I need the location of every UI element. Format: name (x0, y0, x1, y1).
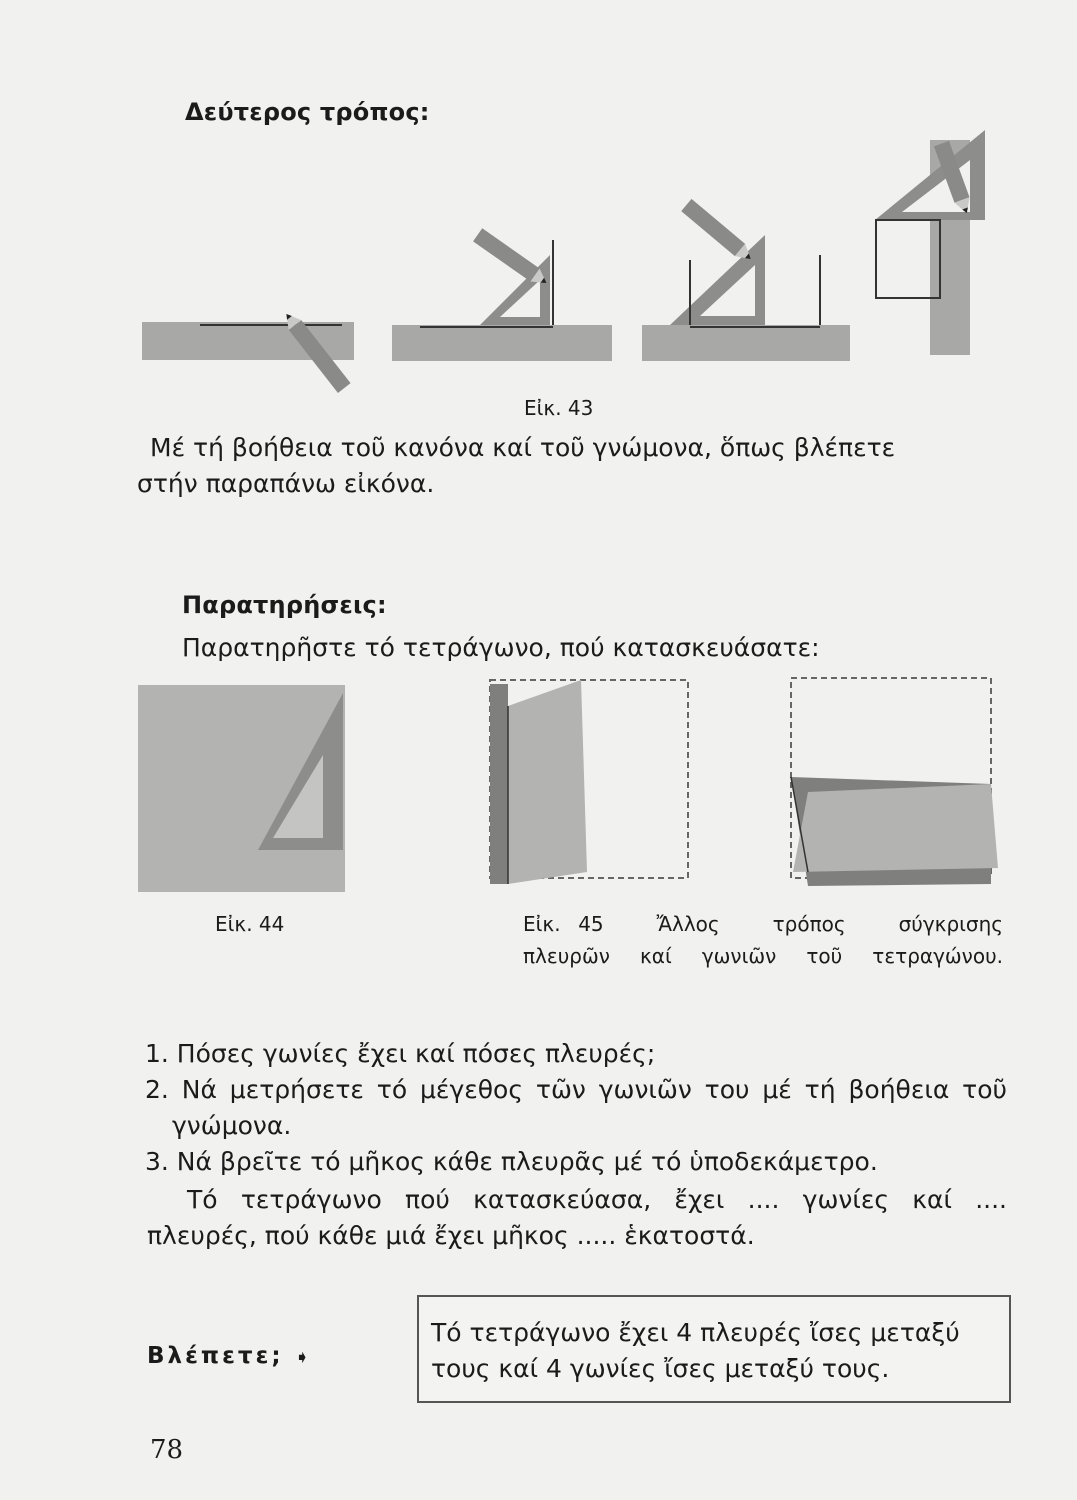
rule-box-line1: Τό τετράγωνο ἔχει 4 πλευρές ἴσες μεταξύ (431, 1318, 960, 1347)
question-2-continuation: γνώμονα. (172, 1111, 292, 1140)
page-number: 78 (150, 1435, 184, 1465)
figure-45-left (485, 672, 695, 894)
intro-text-line1: Μέ τή βοήθεια τοῦ κανόνα καί τοῦ γνώμονα, ὅπως βλέπετε (150, 433, 896, 462)
rule-box (417, 1295, 1011, 1403)
question-2: 2. Νά μετρήσετε τό μέγεθος τῶν γωνιῶν του μέ τή βοήθεια τοῦ (145, 1075, 1007, 1104)
fig43-caption: Εἰκ. 43 (524, 396, 594, 420)
question-3: 3. Νά βρεῖτε τό μῆκος κάθε πλευρᾶς μέ τό ὑποδεκάμετρο. (145, 1147, 878, 1176)
fig43-panel-ruler (142, 309, 354, 393)
intro-text-line2: στήν παραπάνω εἰκόνα. (137, 469, 435, 498)
arrow-icon: ➧ (294, 1347, 310, 1368)
fig43-panel-square-3 (875, 130, 985, 355)
fig44-caption: Εἰκ. 44 (215, 912, 285, 936)
fig43-panel-square-2 (642, 199, 850, 361)
figure-44 (138, 685, 348, 895)
figure-43 (130, 120, 1000, 410)
fig45-caption-line2: πλευρῶν καί γωνιῶν τοῦ τετραγώνου. (523, 944, 1003, 968)
fill-in-line1: Τό τετράγωνο πού κατασκεύασα, ἔχει .... γωνίες καί .... (187, 1185, 1007, 1214)
fig43-panel-square-1 (392, 228, 612, 361)
see-label: Βλέπετε; (147, 1343, 284, 1369)
question-1: 1. Πόσες γωνίες ἔχει καί πόσες πλευρές; (145, 1039, 656, 1068)
observations-text: Παρατηρῆστε τό τετράγωνο, πού κατασκευάσατε: (182, 633, 820, 662)
section-heading: Δεύτερος τρόπος: (185, 98, 430, 126)
rule-box-line2: τους καί 4 γωνίες ἴσες μεταξύ τους. (431, 1354, 890, 1383)
see-label-group (147, 1343, 310, 1369)
fig45-caption-line1: Εἰκ. 45 Ἄλλος τρόπος σύγκρισης (523, 912, 1003, 936)
observations-heading: Παρατηρήσεις: (182, 591, 387, 619)
pencil-icon (473, 228, 551, 289)
pencil-icon (681, 199, 756, 265)
figure-45-right (788, 672, 1000, 890)
fill-in-line2: πλευρές, πού κάθε μιά ἔχει μῆκος ..... ἑκατοστά. (147, 1221, 755, 1250)
